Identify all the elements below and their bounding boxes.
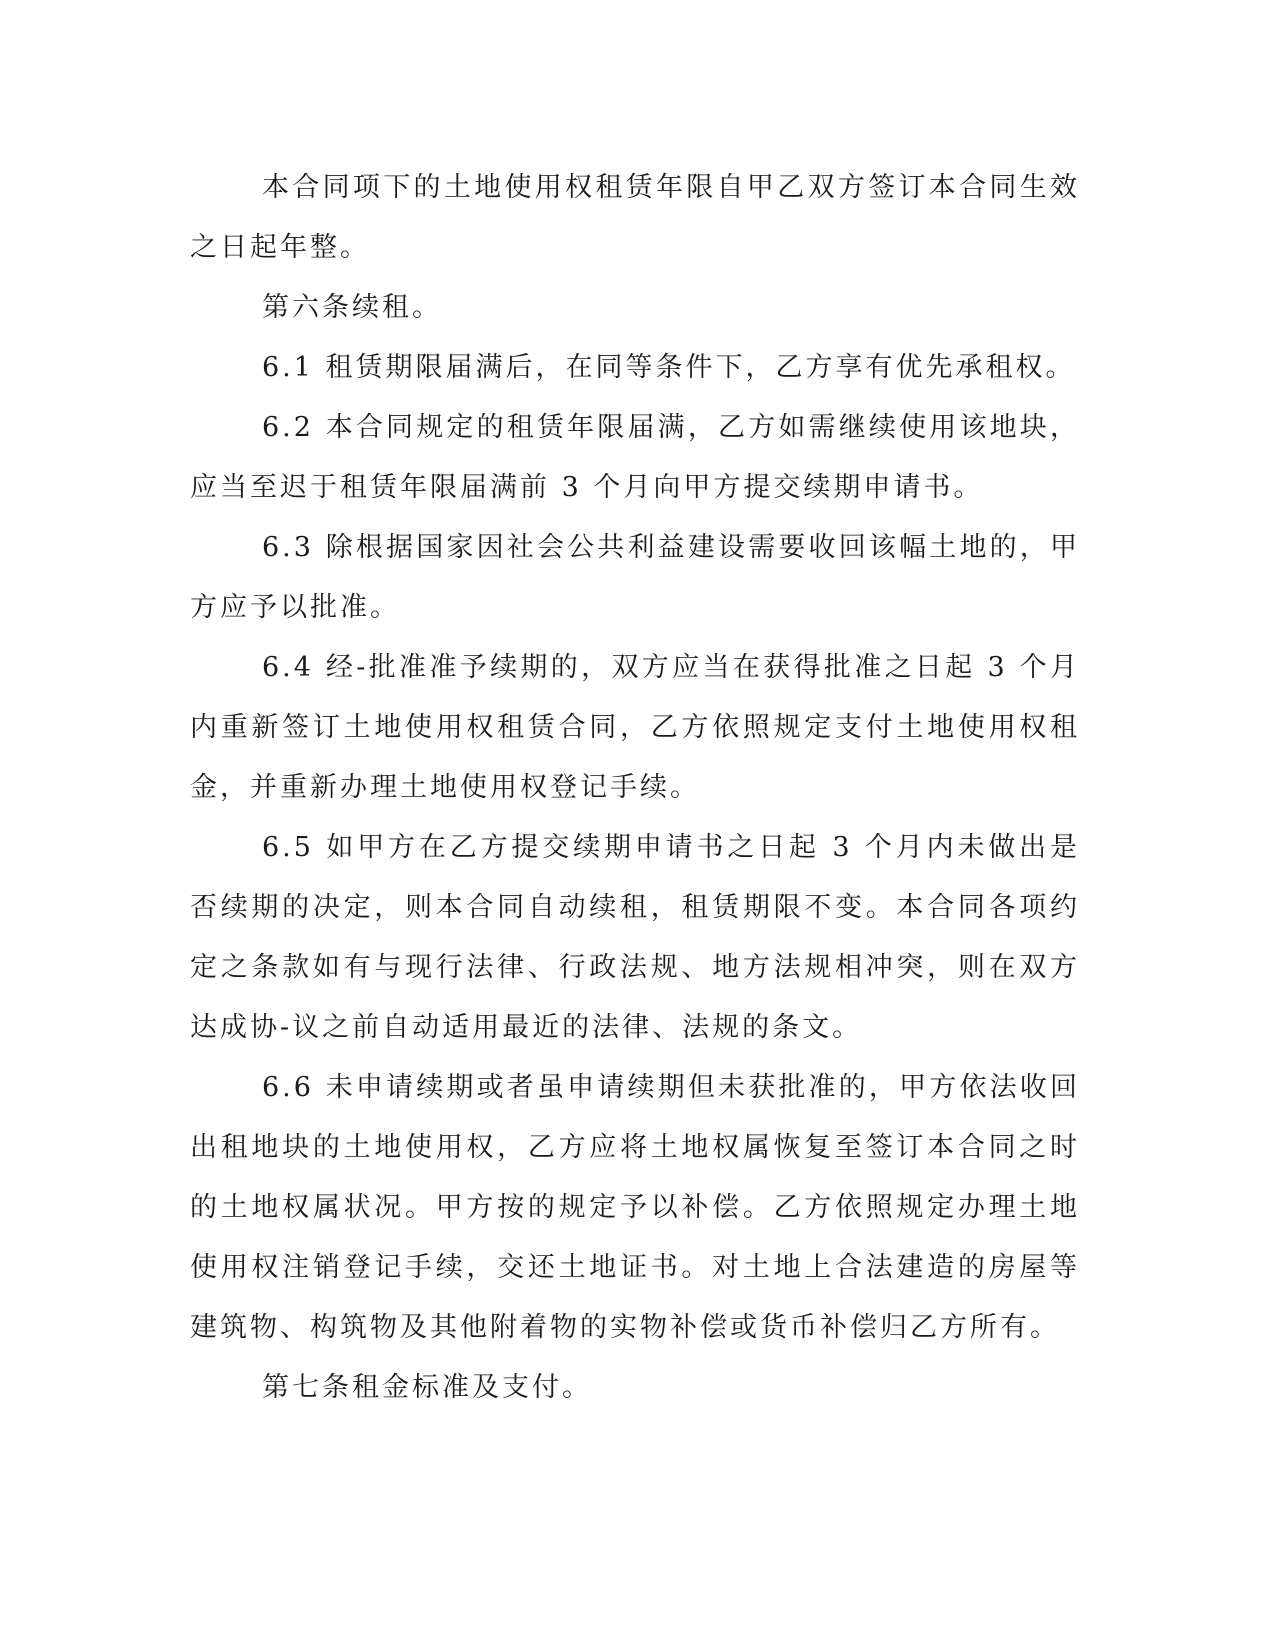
heading-article-7-rent: 第七条租金标准及支付。 — [262, 1372, 592, 1403]
heading-article-6-renewal: 第六条续租。 — [262, 292, 442, 323]
clause-6-1: 6.1 租赁期限届满后，在同等条件下，乙方享有优先承租权。 — [262, 352, 1076, 383]
clause-6-3: 6.3 除根据国家因社会公共利益建设需要收回该幅土地的，甲方应予以批准。 — [190, 532, 1080, 623]
clause-6-5: 6.5 如甲方在乙方提交续期申请书之日起 3 个月内未做出是否续期的决定，则本合同自动续租，租赁期限不变。本合同各项约定之条款如有与现行法律、行政法规、地方法规相冲突，则在双方达成协-议之前自动适用最近的法律、法规的条文。 — [190, 832, 1080, 1043]
clause-6-2: 6.2 本合同规定的租赁年限届满，乙方如需继续使用该地块，应当至迟于租赁年限届满前 3 个月向甲方提交续期申请书。 — [190, 412, 1080, 503]
paragraph-lease-term: 本合同项下的土地使用权租赁年限自甲乙双方签订本合同生效之日起年整。 — [190, 172, 1080, 263]
document-body — [190, 158, 1080, 1418]
clause-6-4: 6.4 经-批准准予续期的，双方应当在获得批准之日起 3 个月内重新签订土地使用权租赁合同，乙方依照规定支付土地使用权租金，并重新办理土地使用权登记手续。 — [190, 652, 1080, 803]
clause-6-6: 6.6 未申请续期或者虽申请续期但未获批准的，甲方依法收回出租地块的土地使用权，乙方应将土地权属恢复至签订本合同之时的土地权属状况。甲方按的规定予以补偿。乙方依照规定办理土地使用权注销登记手续，交还土地证书。对土地上合法建造的房屋等建筑物、构筑物及其他附着物的实物补偿或货币补偿归乙方所有。 — [190, 1072, 1080, 1343]
